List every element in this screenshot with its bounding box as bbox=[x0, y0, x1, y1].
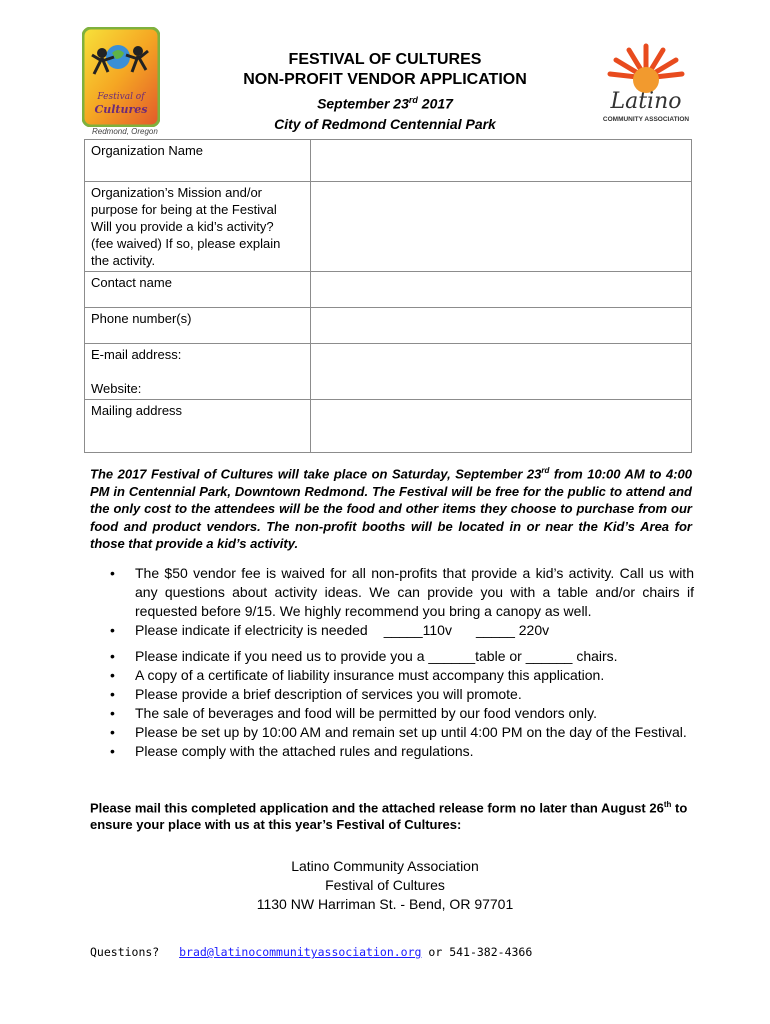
date-sup: rd bbox=[408, 95, 418, 105]
mailing-address-block bbox=[180, 857, 590, 914]
label-mailing-address: Mailing address bbox=[85, 400, 311, 453]
field-contact-name[interactable] bbox=[311, 272, 692, 308]
list-item: • The $50 vendor fee is waived for all non-profits that provide a kid’s activity. Call us with any questions about activity ideas. We can provide you with a table and/or chairs if requested before 9/15. We highly recommend you bring a canopy as well. bbox=[110, 565, 694, 619]
form-row-mailing bbox=[85, 400, 692, 453]
festival-logo-text-2: Cultures bbox=[94, 103, 148, 116]
logo-caption: Redmond, Oregon bbox=[92, 127, 158, 136]
form-row-contact bbox=[85, 272, 692, 308]
form-row-organization bbox=[85, 140, 692, 182]
form-row-mission bbox=[85, 182, 692, 272]
date-suffix: 2017 bbox=[417, 95, 453, 112]
list-item: • Please indicate if you need us to provide you a ______table or ______ chairs. bbox=[110, 648, 618, 664]
label-mission: Organization’s Mission and/or purpose for being at the Festival Will you provide a kid’s activity? (fee waived) If so, please explain the activity. bbox=[85, 182, 311, 272]
field-mailing-address[interactable] bbox=[311, 400, 692, 453]
address-line-1: Latino Community Association bbox=[291, 858, 479, 874]
title-festival: FESTIVAL OF CULTURES bbox=[288, 51, 482, 68]
list-item: • A copy of a certificate of liability insurance must accompany this application. bbox=[110, 667, 605, 683]
contact-phone: 541-382-4366 bbox=[449, 945, 533, 959]
mail-instructions: Please mail this completed application and the attached release form no later than August 26th to ensure your place with us at this year’s Festival of Cultures: bbox=[90, 800, 688, 833]
festival-logo-text-1: Festival of bbox=[97, 92, 145, 102]
list-item: • Please comply with the attached rules and regulations. bbox=[110, 743, 474, 759]
title-application: NON-PROFIT VENDOR APPLICATION bbox=[243, 71, 527, 88]
festival-intro: The 2017 Festival of Cultures will take place on Saturday, September 23rd from 10:00 AM to 4:00 PM in Centennial Park, Downtown Redmond. The Festival will be free for the public to attend and the only cost to the attendees will be the food and other items they choose to purchase from our food and product vendors. The non-profit booths will be located in or near the Kid’s Area for those that provide a kid’s activity. bbox=[90, 466, 692, 552]
form-row-email bbox=[85, 344, 692, 400]
latino-logo-subtext: COMMUNITY ASSOCIATION bbox=[602, 116, 690, 123]
label-contact-name: Contact name bbox=[85, 272, 311, 308]
field-mission[interactable] bbox=[311, 182, 692, 272]
list-item: • The sale of beverages and food will be permitted by our food vendors only. bbox=[110, 705, 598, 721]
latino-logo-text: Latino bbox=[610, 89, 682, 114]
event-location: City of Redmond Centennial Park bbox=[274, 115, 496, 132]
questions-or: or bbox=[428, 945, 443, 959]
page-header bbox=[180, 50, 590, 134]
application-form bbox=[84, 139, 692, 453]
address-line-2: Festival of Cultures bbox=[325, 877, 445, 893]
label-email-website: E-mail address: Website: bbox=[85, 344, 311, 400]
latino-community-association-logo bbox=[596, 40, 696, 130]
field-phone[interactable] bbox=[311, 308, 692, 344]
form-row-phone bbox=[85, 308, 692, 344]
list-item: • Please indicate if electricity is needed _____110v _____ 220v bbox=[110, 622, 550, 638]
contact-email-link[interactable]: brad@latinocommunityassociation.org bbox=[179, 945, 422, 959]
festival-of-cultures-logo bbox=[82, 27, 160, 137]
label-phone: Phone number(s) bbox=[85, 308, 311, 344]
vendor-requirements-list bbox=[110, 564, 694, 761]
date-prefix: September 23 bbox=[317, 95, 409, 112]
event-date bbox=[180, 90, 590, 114]
field-organization-name[interactable] bbox=[311, 140, 692, 182]
address-line-3: 1130 NW Harriman St. - Bend, OR 97701 bbox=[256, 896, 514, 912]
label-organization-name: Organization Name bbox=[85, 140, 311, 182]
list-item: • Please be set up by 10:00 AM and remain set up until 4:00 PM on the day of the Festival. bbox=[110, 724, 687, 740]
questions-contact bbox=[90, 945, 532, 959]
questions-label: Questions? bbox=[90, 945, 160, 959]
field-email-website[interactable] bbox=[311, 344, 692, 400]
list-item: • Please provide a brief description of services you will promote. bbox=[110, 686, 522, 702]
